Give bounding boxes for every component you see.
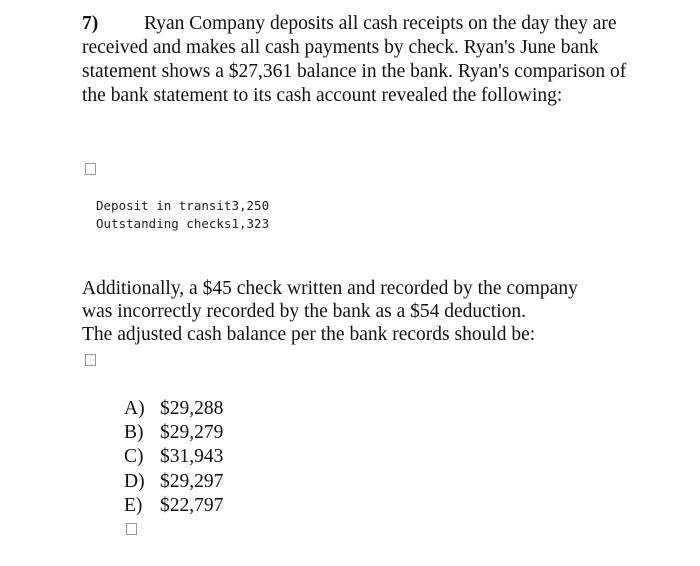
item-label: Deposit in transit: [96, 198, 232, 213]
question-text: [82, 12, 642, 108]
choice-value: $31,943: [160, 446, 224, 468]
choice-value: $29,288: [160, 398, 224, 419]
item-value: 3,250: [231, 198, 270, 213]
additional-line-1: Additionally, a $45 check written and recorded by the company: [82, 278, 578, 299]
question-body: Ryan Company deposits all cash receipts on the day they are received and makes all cash payments by check. Ryan's June bank statement shows a $27,361 balance in the bank. Ryan's comparison of the bank statement to its cash account revealed the following:: [82, 13, 627, 106]
checkbox-2[interactable]: [85, 354, 96, 366]
item-deposit-in-transit: [96, 197, 269, 215]
additional-text: [82, 277, 662, 346]
choice-letter: D): [124, 470, 145, 492]
choice-d[interactable]: [124, 470, 223, 494]
choice-a[interactable]: [124, 397, 223, 421]
choice-letter: A): [124, 398, 145, 419]
item-label: Outstanding checks: [96, 216, 232, 231]
choice-e[interactable]: [124, 494, 223, 518]
item-outstanding-checks: [96, 215, 269, 233]
choice-letter: E): [124, 494, 143, 516]
answer-choices: [124, 397, 223, 518]
choice-letter: B): [124, 422, 144, 444]
question-number: 7): [82, 13, 99, 34]
additional-line-3: The adjusted cash balance per the bank records should be:: [82, 324, 536, 345]
additional-line-2: was incorrectly recorded by the bank as a $54 deduction.: [82, 301, 527, 322]
checkbox-1[interactable]: [85, 163, 96, 175]
reconciliation-items: [96, 197, 269, 233]
choice-b[interactable]: [124, 421, 223, 445]
checkbox-3[interactable]: [126, 523, 137, 535]
item-value: 1,323: [231, 216, 270, 231]
choice-value: $22,797: [160, 494, 224, 516]
choice-c[interactable]: [124, 445, 223, 469]
choice-letter: C): [124, 446, 144, 468]
choice-value: $29,297: [160, 470, 224, 492]
choice-value: $29,279: [160, 422, 224, 444]
